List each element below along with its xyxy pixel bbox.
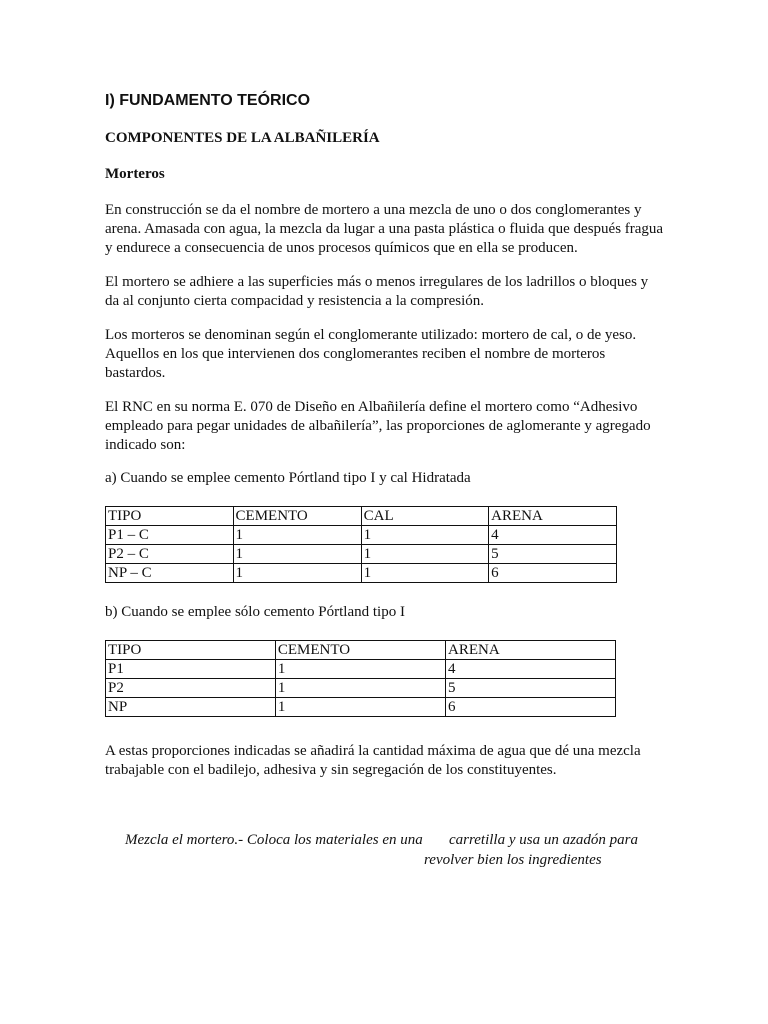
table-header-cell: ARENA [489, 507, 617, 526]
section-heading: Morteros [105, 166, 165, 182]
table-cell: 6 [489, 564, 617, 583]
table-cell: 1 [233, 526, 361, 545]
table-header-cell: CEMENTO [275, 641, 445, 660]
table-cell: 1 [233, 564, 361, 583]
table-row [106, 660, 616, 679]
table-cell: NP – C [106, 564, 234, 583]
sub-heading: COMPONENTES DE LA ALBAÑILERÍA [105, 130, 380, 146]
table-row [106, 526, 617, 545]
table-cell: 6 [445, 698, 615, 717]
paragraph: El mortero se adhiere a las superficies más o menos irregulares de los ladrillos o bloques y da al conjunto cierta compacidad y resistencia a la compresión. [105, 274, 649, 309]
table-header-row [106, 641, 616, 660]
table-b-caption: b) Cuando se emplee sólo cemento Pórtland tipo I [105, 604, 405, 620]
table-cell: 4 [445, 660, 615, 679]
table-row [106, 545, 617, 564]
table-row [106, 564, 617, 583]
table-cell: 1 [275, 679, 445, 698]
table-cell: 1 [361, 526, 488, 545]
table-cell: 1 [233, 545, 361, 564]
table-a-caption: a) Cuando se emplee cemento Pórtland tipo I y cal Hidratada [105, 470, 471, 486]
table-header-row [106, 507, 617, 526]
table-header-cell: TIPO [106, 641, 276, 660]
table-a [105, 506, 617, 583]
table-cell: P2 – C [106, 545, 234, 564]
paragraph: El RNC en su norma E. 070 de Diseño en Albañilería define el mortero como “Adhesivo empleado para pegar unidades de albañilería”, las proporciones de aglomerante y agregado indicado son: [105, 399, 651, 453]
table-cell: 1 [275, 660, 445, 679]
table-cell: 1 [361, 545, 488, 564]
main-heading: I) FUNDAMENTO TEÓRICO [105, 92, 311, 109]
table-header-cell: CAL [361, 507, 488, 526]
paragraph: En construcción se da el nombre de mortero a una mezcla de uno o dos conglomerantes y arena. Amasada con agua, la mezcla da lugar a una pasta plástica o fluida que después fragua y endurece a consecuencia de unos procesos químicos que en ella se producen. [105, 202, 664, 256]
caption-note-line: revolver bien los ingredientes [424, 852, 602, 868]
table-header-cell: TIPO [106, 507, 234, 526]
paragraph: A estas proporciones indicadas se añadirá la cantidad máxima de agua que dé una mezcla trabajable con el badilejo, adhesiva y sin segregación de los constituyentes. [105, 743, 641, 778]
table-cell: 4 [489, 526, 617, 545]
paragraph: Los morteros se denominan según el conglomerante utilizado: mortero de cal, o de yeso. Aquellos en los que intervienen dos conglomerantes reciben el nombre de morteros bastardos. [105, 327, 637, 381]
table-cell: 5 [445, 679, 615, 698]
table-cell: 5 [489, 545, 617, 564]
table-b [105, 640, 616, 717]
caption-note-line: Mezcla el mortero.- Coloca los materiales en una carretilla y usa un azadón para [125, 832, 639, 848]
table-header-cell: CEMENTO [233, 507, 361, 526]
table-cell: P2 [106, 679, 276, 698]
table-cell: 1 [275, 698, 445, 717]
table-cell: P1 [106, 660, 276, 679]
table-row [106, 679, 616, 698]
table-cell: P1 – C [106, 526, 234, 545]
table-cell: 1 [361, 564, 488, 583]
table-cell: NP [106, 698, 276, 717]
table-row [106, 698, 616, 717]
table-header-cell: ARENA [445, 641, 615, 660]
